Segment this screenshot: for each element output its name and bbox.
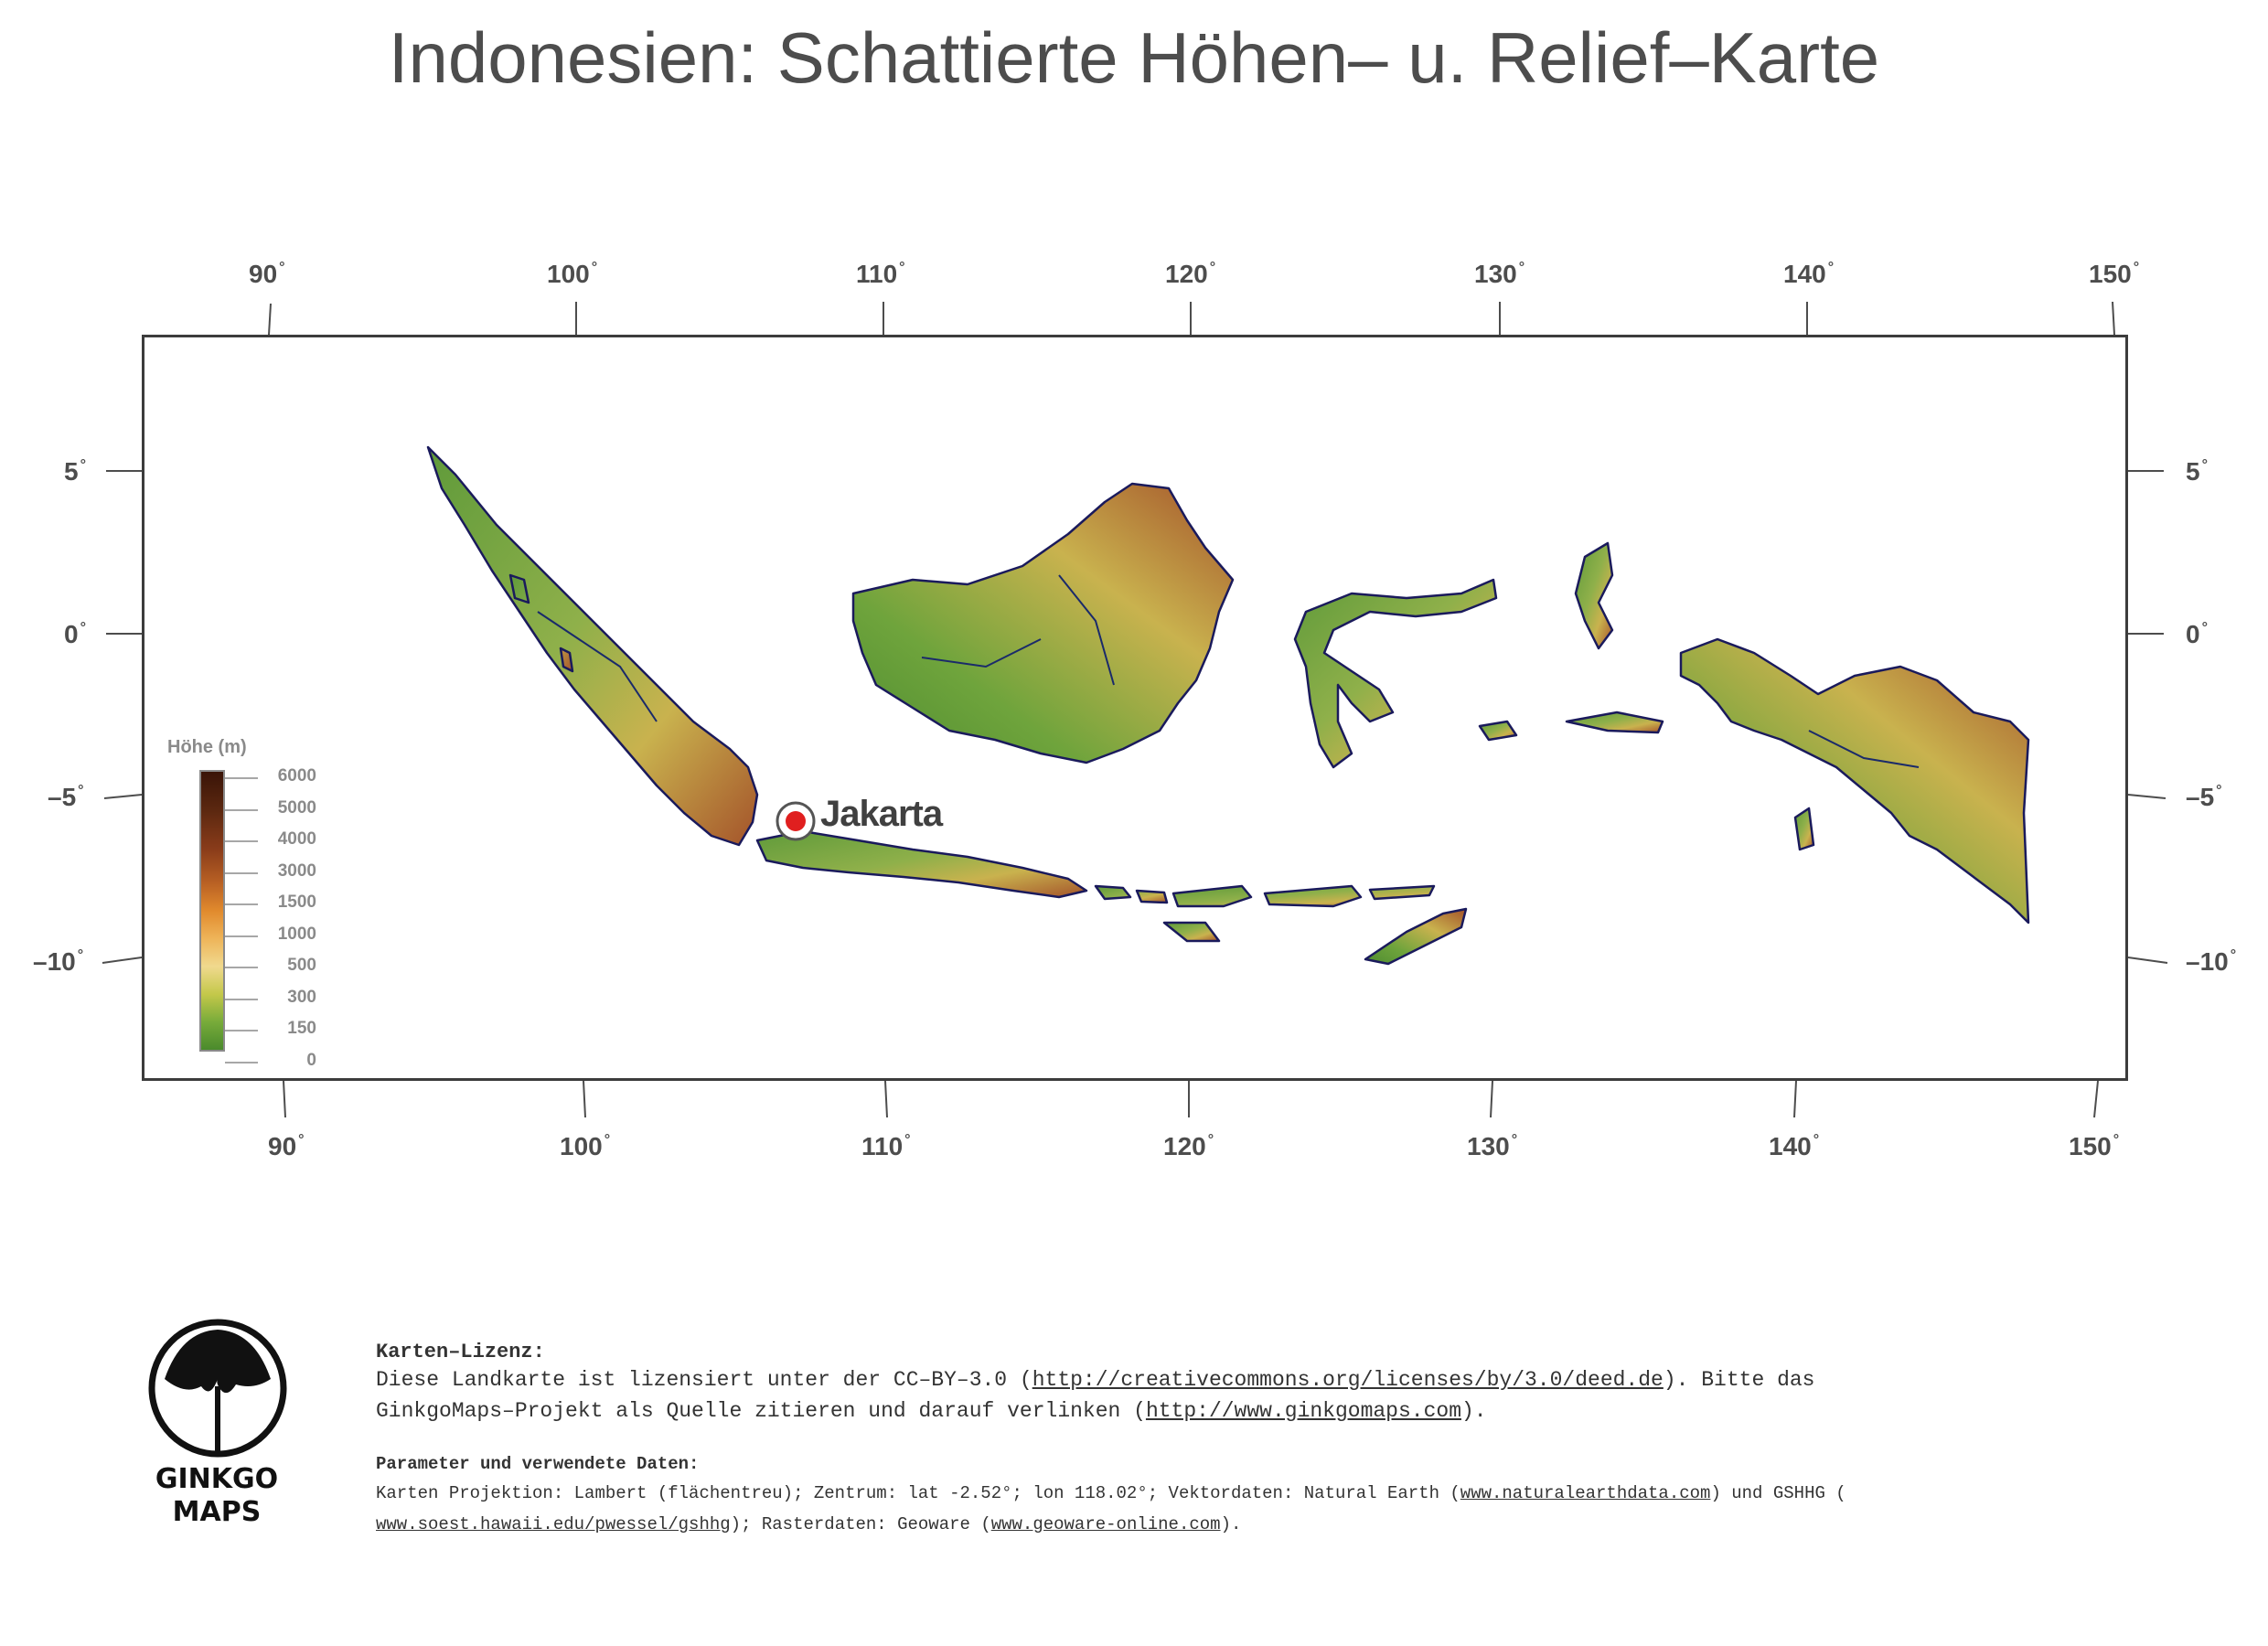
ginkgo-leaf-logo-icon (144, 1315, 291, 1461)
legend-color-scale (199, 770, 225, 1052)
island-sulawesi (1295, 580, 1496, 767)
top-lon-label-140: 140 ° (1783, 260, 1835, 288)
left-lat-label-minus5: –5 ° (48, 783, 84, 811)
island-buru (1480, 721, 1516, 740)
top-lon-label-100: 100 ° (547, 260, 598, 288)
top-lon-label-120: 120 ° (1165, 260, 1216, 288)
island-sumbawa-flores (1173, 886, 1434, 906)
logo-text-line2: MAPS (172, 1496, 262, 1528)
legend-title: Höhe (m) (167, 737, 247, 757)
city-label-jakarta: Jakarta (820, 794, 943, 834)
island-seram (1567, 712, 1663, 732)
left-lat-label-minus10: –10 ° (33, 947, 84, 976)
right-lat-label-minus5: –5 ° (2186, 783, 2222, 811)
license-line-2: GinkgoMaps–Projekt als Quelle zitieren und darauf verlinken (http://www.ginkgomaps.com). (376, 1399, 1487, 1423)
island-halmahera (1576, 543, 1612, 648)
island-borneo (853, 484, 1233, 763)
link-naturalearth[interactable]: www.naturalearthdata.com (1460, 1483, 1711, 1503)
license-heading: Karten–Lizenz: (376, 1341, 545, 1363)
right-lat-label-0: 0 ° (2186, 620, 2208, 648)
license-line-1: Diese Landkarte ist lizensiert unter der CC–BY–3.0 (http://creativecommons.org/licenses/by/3.0/deed.de). Bitte das (376, 1368, 1815, 1392)
right-lat-label-minus10: –10 ° (2186, 947, 2237, 976)
link-geoware[interactable]: www.geoware-online.com (990, 1514, 1221, 1534)
parameters-heading: Parameter und verwendete Daten: (376, 1454, 700, 1474)
island-timor (1365, 909, 1466, 964)
top-lon-label-110: 110 ° (856, 260, 905, 288)
top-lon-label-90: 90 ° (249, 260, 285, 288)
left-lat-label-5: 5 ° (64, 457, 86, 486)
legend-label: 6000 (277, 766, 316, 786)
island-sumba (1164, 923, 1219, 941)
indonesia-relief-map (144, 337, 2125, 1078)
legend-label: 0 (306, 1051, 316, 1070)
license-link-ginkgomaps[interactable]: http://www.ginkgomaps.com (1145, 1399, 1461, 1423)
parameters-line-1: Karten Projektion: Lambert (flächentreu); Zentrum: lat -2.52°; lon 118.02°; Vektordaten: Natural Earth (www.naturalearthdata.com) und GSHHG ( (376, 1483, 1846, 1503)
legend-label: 300 (287, 988, 316, 1007)
legend-label: 150 (287, 1019, 316, 1038)
license-link-cc[interactable]: http://creativecommons.org/licenses/by/3.0/deed.de (1032, 1368, 1664, 1392)
legend-label: 500 (287, 956, 316, 975)
island-bali-lombok (1096, 886, 1167, 903)
logo-text-line1: GINKGO (155, 1463, 279, 1495)
right-lat-label-5: 5 ° (2186, 457, 2208, 486)
jakarta-city-marker (786, 811, 806, 831)
legend-label: 3000 (277, 861, 316, 881)
map-frame (142, 335, 2128, 1081)
map-title: Indonesien: Schattierte Höhen– u. Relief–Karte (388, 17, 1880, 98)
bottom-lon-label-130: 130 ° (1467, 1132, 1518, 1160)
island-sumatra (428, 447, 757, 845)
bottom-lon-label-90: 90 ° (268, 1132, 305, 1160)
legend-label: 1000 (277, 925, 316, 944)
bottom-lon-label-140: 140 ° (1769, 1132, 1820, 1160)
legend-label: 1500 (277, 892, 316, 912)
top-lon-label-130: 130 ° (1474, 260, 1525, 288)
island-aru (1795, 808, 1813, 850)
legend-label: 4000 (277, 829, 316, 849)
left-lat-label-0: 0 ° (64, 620, 86, 648)
bottom-lon-label-110: 110 ° (861, 1132, 911, 1160)
island-new-guinea (1681, 639, 2028, 923)
bottom-lon-label-120: 120 ° (1163, 1132, 1214, 1160)
top-lon-label-150: 150 ° (2089, 260, 2140, 288)
legend-label: 5000 (277, 798, 316, 818)
parameters-line-2: www.soest.hawaii.edu/pwessel/gshhg); Rasterdaten: Geoware (www.geoware-online.com). (376, 1514, 1242, 1534)
island-java (757, 831, 1086, 897)
link-gshhg[interactable]: www.soest.hawaii.edu/pwessel/gshhg (376, 1514, 731, 1534)
bottom-lon-label-100: 100 ° (560, 1132, 611, 1160)
bottom-lon-label-150: 150 ° (2069, 1132, 2120, 1160)
